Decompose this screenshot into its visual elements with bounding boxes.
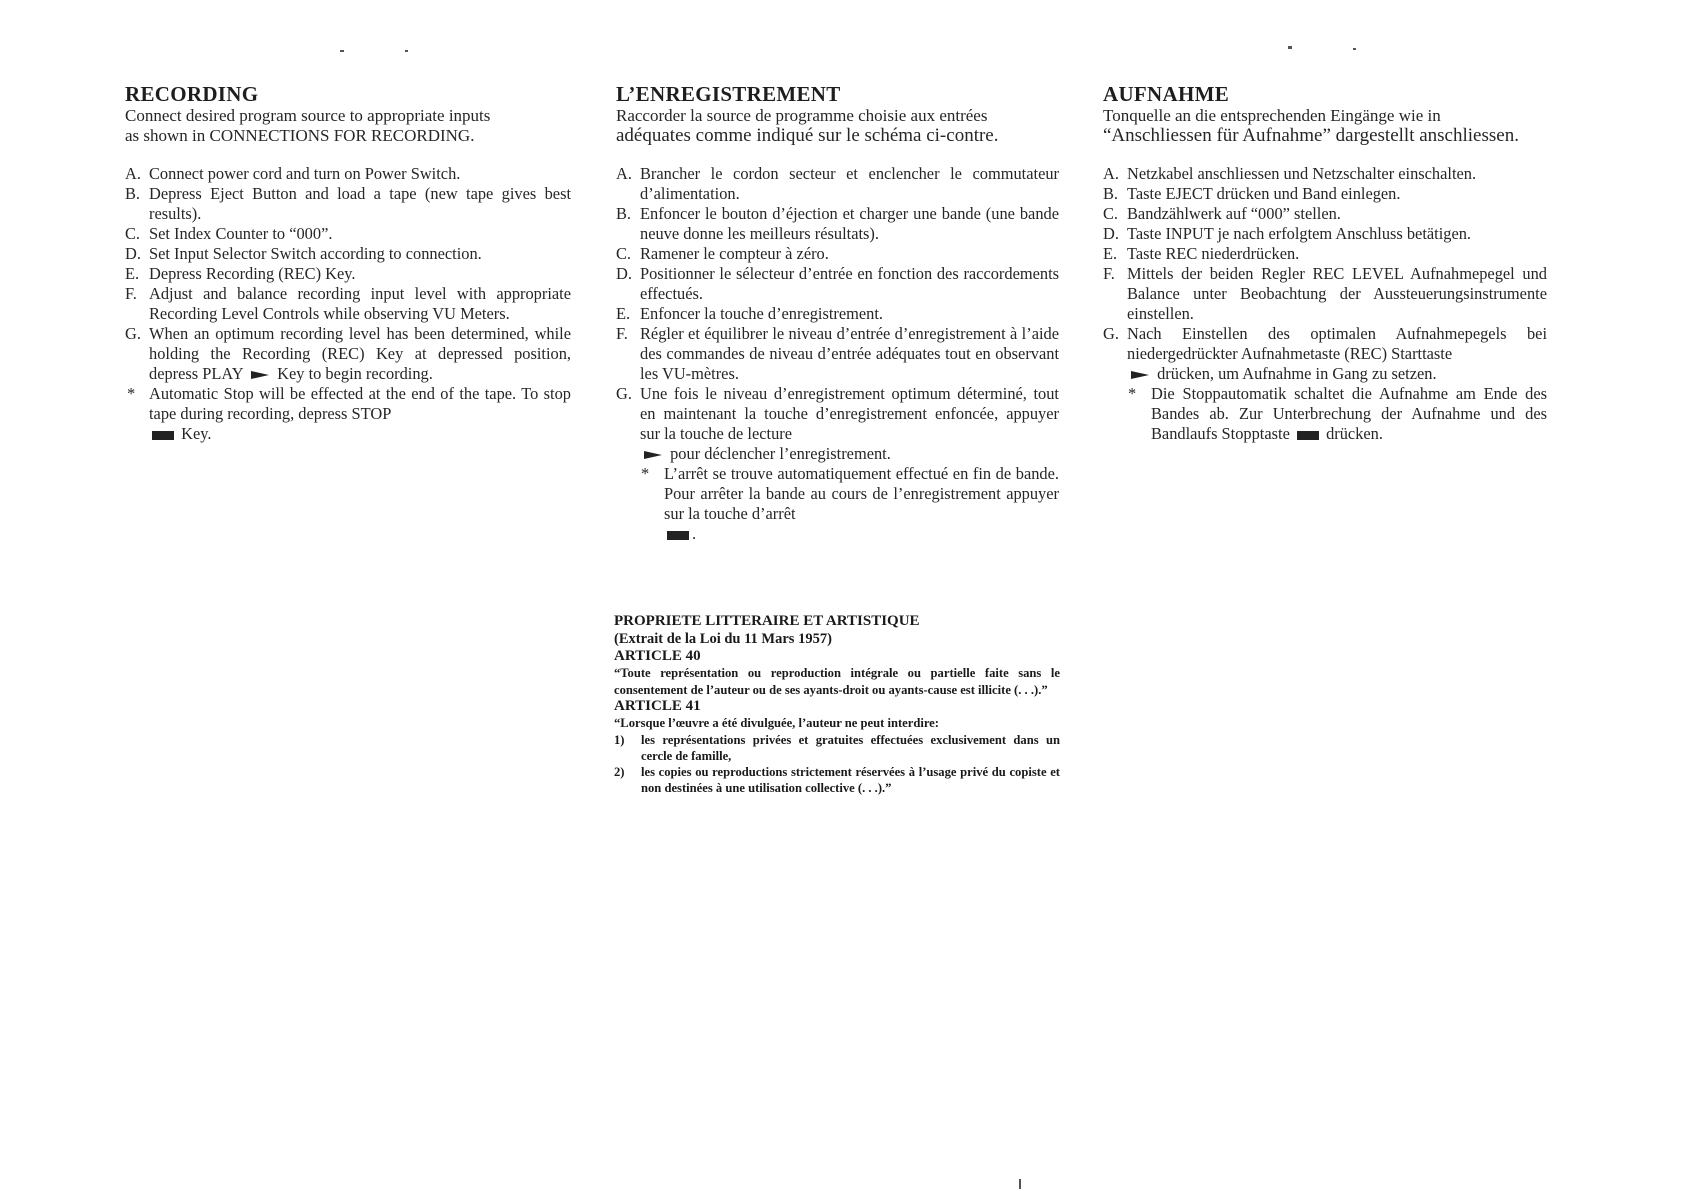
english-intro-line2: as shown in CONNECTIONS FOR RECORDING. <box>125 126 475 145</box>
play-icon <box>251 371 269 379</box>
article-40-label: ARTICLE 40 <box>614 648 701 664</box>
step-letter: B. <box>125 184 141 203</box>
english-column <box>125 82 571 444</box>
scan-speck <box>1288 46 1292 49</box>
german-step-c <box>1103 204 1547 224</box>
copyright-notice <box>614 612 1060 796</box>
english-steps <box>125 164 571 384</box>
note-text: Automatic Stop will be effected at the end of the tape. To stop tape during recording, depress STOP <box>149 384 571 423</box>
german-step-d <box>1103 224 1547 244</box>
step-letter: D. <box>1103 224 1119 243</box>
step-letter: C. <box>616 244 632 263</box>
french-column <box>616 82 1059 544</box>
french-step-d <box>616 264 1059 304</box>
step-text: Enfoncer la touche d’enregistrement. <box>640 304 884 323</box>
step-letter: D. <box>616 264 632 283</box>
french-step-c <box>616 244 1059 264</box>
note-text: L’arrêt se trouve automatiquement effectué en fin de bande. Pour arrêter la bande au cours de l’enregistrement appuyer sur la touche d’arrêt <box>664 464 1059 523</box>
stop-icon <box>152 431 174 440</box>
step-text: Depress Eject Button and load a tape (new tape gives best results). <box>149 184 571 223</box>
french-intro-line2: adéquates comme indiqué sur le schéma ci-contre. <box>616 125 999 146</box>
law-subtitle: (Extrait de la Loi du 11 Mars 1957) <box>614 631 832 647</box>
german-intro-line1: Tonquelle an die entsprechenden Eingänge wie in <box>1103 106 1441 125</box>
step-text: Brancher le cordon secteur et enclencher le commutateur d’alimentation. <box>640 164 1059 203</box>
step-text: Depress Recording (REC) Key. <box>149 264 356 283</box>
note-text: Die Stoppautomatik schaltet die Aufnahme am Ende des Bandes ab. Zur Unterbrechung der Aufnahme und des Bandlaufs Stopptaste <box>1151 384 1547 443</box>
step-letter: E. <box>616 304 631 323</box>
step-text: Set Input Selector Switch according to connection. <box>149 244 482 263</box>
german-step-b <box>1103 184 1547 204</box>
step-letter: F. <box>1103 264 1115 283</box>
scan-speck <box>405 50 408 52</box>
article-41-intro: “Lorsque l’œuvre a été divulguée, l’auteur ne peut interdire: <box>614 716 939 730</box>
step-letter: G. <box>125 324 141 343</box>
english-step-g <box>125 324 571 384</box>
item-number: 2) <box>614 764 625 779</box>
step-text: Ramener le compteur à zéro. <box>640 244 829 263</box>
article-41-item <box>614 732 1060 764</box>
step-text: Une fois le niveau d’enregistrement optimum déterminé, tout en maintenant la touche d’enregistrement enfoncée, appuyer sur la touche de lecture <box>640 384 1059 443</box>
article-41-label: ARTICLE 41 <box>614 698 701 714</box>
play-icon <box>1131 371 1149 379</box>
asterisk: * <box>641 464 650 483</box>
step-text-after: pour déclencher l’enregistrement. <box>670 444 891 463</box>
english-note <box>125 384 571 444</box>
french-step-g <box>616 384 1059 464</box>
french-step-f <box>616 324 1059 384</box>
step-letter: C. <box>1103 204 1119 223</box>
step-letter: A. <box>125 164 141 183</box>
english-heading: RECORDING <box>125 82 259 106</box>
english-intro-line1: Connect desired program source to appropriate inputs <box>125 106 491 125</box>
item-number: 1) <box>614 732 625 747</box>
english-step-e <box>125 264 571 284</box>
german-step-e <box>1103 244 1547 264</box>
english-step-b <box>125 184 571 224</box>
scan-speck <box>340 50 344 52</box>
french-step-b <box>616 204 1059 244</box>
french-intro-line1: Raccorder la source de programme choisie aux entrées <box>616 106 988 125</box>
english-step-c <box>125 224 571 244</box>
german-intro <box>1103 106 1547 146</box>
french-step-e <box>616 304 1059 324</box>
english-step-a <box>125 164 571 184</box>
step-text: Enfoncer le bouton d’éjection et charger une bande (une bande neuve donne les meilleurs résultats). <box>640 204 1059 243</box>
stop-icon <box>667 531 689 540</box>
step-text: Netzkabel anschliessen und Netzschalter einschalten. <box>1127 164 1477 183</box>
step-text: Nach Einstellen des optimalen Aufnahmepegels bei niedergedrückter Aufnahmetaste (REC) Starttaste <box>1127 324 1547 363</box>
german-step-f <box>1103 264 1547 324</box>
scan-speck <box>1019 1179 1021 1189</box>
french-intro <box>616 106 1059 146</box>
french-steps <box>616 164 1059 464</box>
german-note <box>1103 384 1547 444</box>
german-heading: AUFNAHME <box>1103 82 1230 106</box>
step-letter: C. <box>125 224 141 243</box>
item-text: les copies ou reproductions strictement réservées à l’usage privé du copiste et non destinées à une utilisation collective (. . .).” <box>641 764 1060 795</box>
step-letter: A. <box>1103 164 1119 183</box>
stop-icon <box>1297 431 1319 440</box>
play-icon <box>644 451 662 459</box>
note-text-after: . <box>692 524 697 543</box>
step-text: Connect power cord and turn on Power Switch. <box>149 164 461 183</box>
german-step-g <box>1103 324 1547 384</box>
german-column <box>1103 82 1547 444</box>
step-text: When an optimum recording level has been determined, while holding the Recording (REC) Key at depressed position, depress PLAY <box>149 324 571 383</box>
step-letter: F. <box>616 324 628 343</box>
step-letter: B. <box>616 204 632 223</box>
english-step-f <box>125 284 571 324</box>
step-letter: E. <box>125 264 140 283</box>
french-note <box>616 464 1059 544</box>
step-text: Set Index Counter to “000”. <box>149 224 333 243</box>
french-heading: L’ENREGISTREMENT <box>616 82 841 106</box>
law-title: PROPRIETE LITTERAIRE ET ARTISTIQUE <box>614 613 920 629</box>
asterisk: * <box>1128 384 1137 403</box>
step-text: Régler et équilibrer le niveau d’entrée d’enregistrement à l’aide des commandes de niveau d’entrée adéquates tout en observant les VU-mètres. <box>640 324 1059 383</box>
article-40-text: “Toute représentation ou reproduction intégrale ou partielle faite sans le consentement de l’auteur ou de ses ayants-droit ou ayants-cause est illicite (. . .).” <box>614 666 1060 697</box>
step-letter: G. <box>1103 324 1119 343</box>
asterisk: * <box>127 384 136 403</box>
step-letter: B. <box>1103 184 1119 203</box>
step-text-after: Key to begin recording. <box>277 364 433 383</box>
step-text: Taste REC niederdrücken. <box>1127 244 1300 263</box>
english-step-d <box>125 244 571 264</box>
english-intro <box>125 106 571 146</box>
step-text-after: drücken, um Aufnahme in Gang zu setzen. <box>1157 364 1437 383</box>
step-letter: E. <box>1103 244 1118 263</box>
scan-speck <box>1353 48 1356 50</box>
step-text: Adjust and balance recording input level with appropriate Recording Level Controls while observing VU Meters. <box>149 284 571 323</box>
note-text-after: drücken. <box>1326 424 1383 443</box>
step-text: Mittels der beiden Regler REC LEVEL Aufnahmepegel und Balance unter Beobachtung der Aussteuerungsinstrumente einstellen. <box>1127 264 1547 323</box>
step-text: Taste INPUT je nach erfolgtem Anschluss betätigen. <box>1127 224 1472 243</box>
step-text: Positionner le sélecteur d’entrée en fonction des raccordements effectués. <box>640 264 1059 303</box>
german-steps <box>1103 164 1547 384</box>
article-41-item <box>614 764 1060 796</box>
german-intro-line2: “Anschliessen für Aufnahme” dargestellt anschliessen. <box>1103 125 1519 146</box>
step-text: Bandzählwerk auf “000” stellen. <box>1127 204 1341 223</box>
step-letter: G. <box>616 384 632 403</box>
note-text-after: Key. <box>181 424 212 443</box>
item-text: les représentations privées et gratuites effectuées exclusivement dans un cercle de famille, <box>641 732 1060 763</box>
step-letter: A. <box>616 164 632 183</box>
german-step-a <box>1103 164 1547 184</box>
french-step-a <box>616 164 1059 204</box>
step-letter: D. <box>125 244 141 263</box>
step-text: Taste EJECT drücken und Band einlegen. <box>1127 184 1401 203</box>
step-letter: F. <box>125 284 137 303</box>
